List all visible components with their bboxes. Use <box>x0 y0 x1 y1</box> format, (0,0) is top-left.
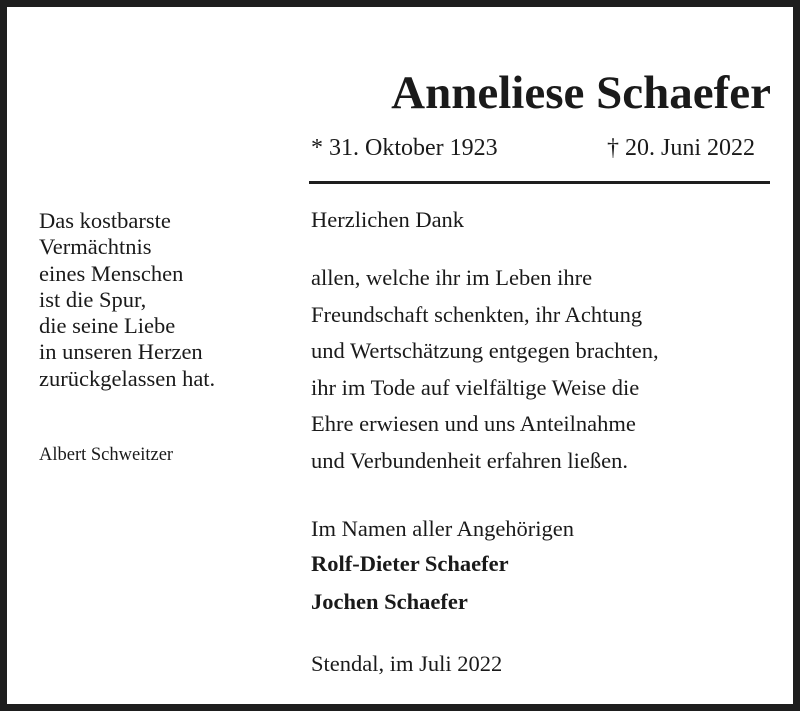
place-date: Stendal, im Juli 2022 <box>311 651 503 676</box>
quote-line: die seine Liebe <box>39 313 176 339</box>
thanks-line: Ehre erwiesen und uns Anteilnahme <box>311 411 636 436</box>
signer-name: Rolf-Dieter Schaefer <box>311 551 509 576</box>
thanks-text <box>311 260 659 479</box>
death-date: † 20. Juni 2022 <box>606 135 755 161</box>
thanks-line: und Wertschätzung entgegen brachten, <box>311 338 659 363</box>
quote-line: ist die Spur, <box>39 286 147 312</box>
thanks-heading: Herzlichen Dank <box>311 207 465 232</box>
divider-line <box>309 181 770 184</box>
thanks-line: allen, welche ihr im Leben ihre <box>311 265 593 290</box>
quote-line: in unseren Herzen <box>39 339 203 365</box>
birth-date: * 31. Oktober 1923 <box>311 135 498 161</box>
signer-name: Jochen Schaefer <box>311 589 468 614</box>
thanks-line: und Verbundenheit erfahren ließen. <box>311 447 628 473</box>
deceased-name: Anneliese Schaefer <box>391 67 771 119</box>
quote-line: Das kostbarste <box>39 208 171 233</box>
thanks-line: Freundschaft schenkten, ihr Achtung <box>311 301 643 327</box>
quote-author: Albert Schweitzer <box>39 445 174 465</box>
thanks-line: ihr im Tode auf vielfältige Weise die <box>311 374 640 400</box>
quote-line: eines Menschen <box>39 260 184 286</box>
quote-block <box>39 208 215 392</box>
quote-line: zurückgelassen hat. <box>39 365 216 391</box>
quote-line: Vermächtnis <box>39 234 152 260</box>
signature-intro: Im Namen aller Angehörigen <box>311 516 575 541</box>
